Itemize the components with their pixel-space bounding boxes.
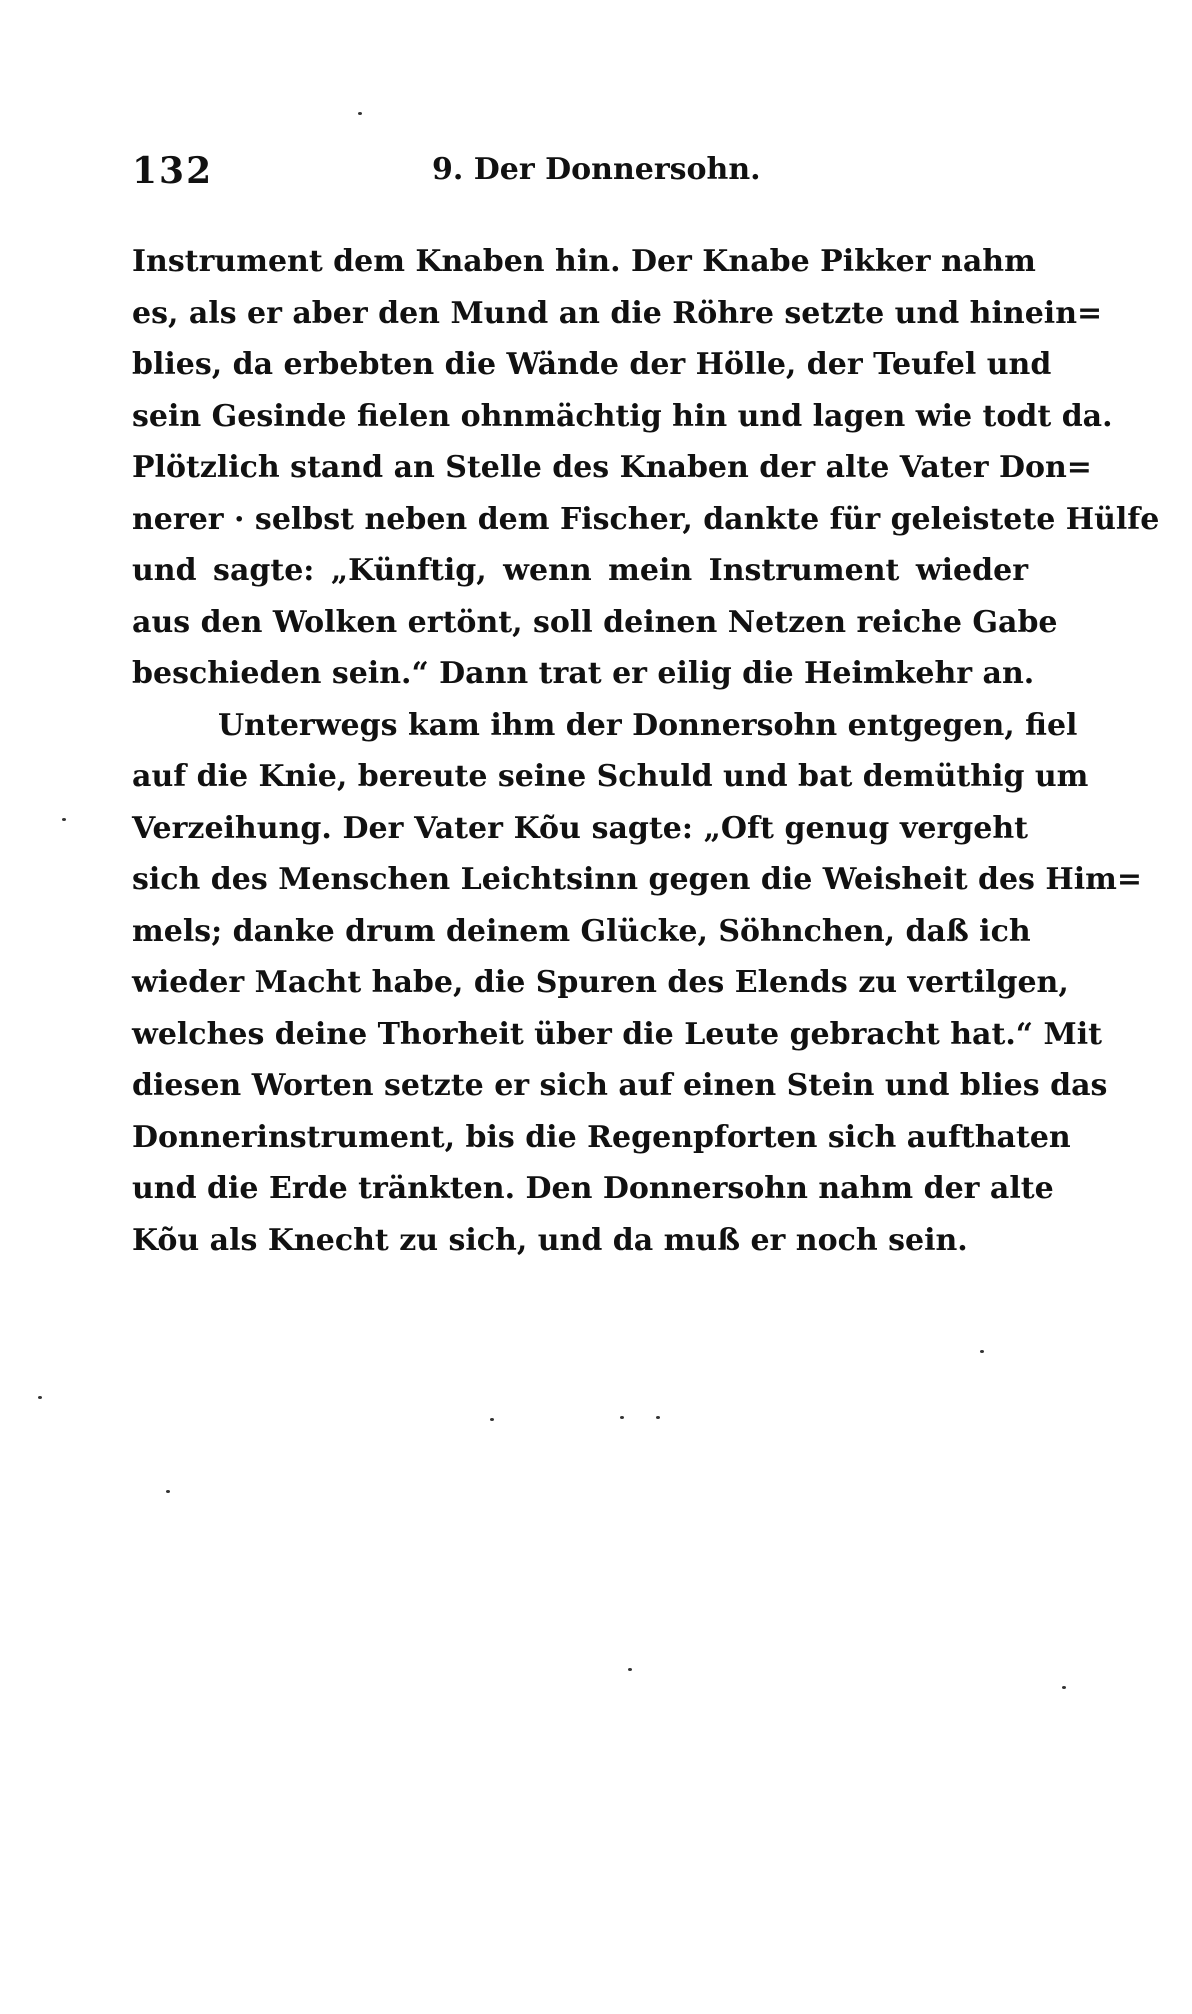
scan-speck: [490, 1418, 494, 1421]
text-line: diesen Worten setzte er sich auf einen Stein und blies das: [132, 1068, 1108, 1103]
text-line: Verzeihung. Der Vater Kõu sagte: „Oft genug vergeht: [132, 810, 1028, 846]
text-line: welches deine Thorheit über die Leute gebracht hat.“ Mit: [132, 1016, 1102, 1052]
paragraph-1: [132, 236, 1160, 700]
text-line: sein Gesinde fielen ohnmächtig hin und lagen wie todt da.: [132, 398, 1113, 434]
scan-speck: [628, 1668, 632, 1671]
scan-speck: [980, 1350, 984, 1353]
text-line: Instrument dem Knaben hin. Der Knabe Pikker nahm: [132, 244, 1036, 279]
page-number: 132: [132, 150, 214, 192]
scan-speck: [62, 818, 66, 821]
text-line: beschieden sein.“ Dann trat er eilig die Heimkehr an.: [132, 656, 1035, 691]
text-line: blies, da erbebten die Wände der Hölle, der Teufel und: [132, 347, 1052, 382]
text-line: es, als er aber den Mund an die Röhre setzte und hinein=: [132, 295, 1103, 331]
body-text: [132, 236, 1160, 1266]
text-line: aus den Wolken ertönt, soll deinen Netzen reiche Gabe: [132, 604, 1058, 640]
text-line: Unterwegs kam ihm der Donnersohn entgegen, fiel: [218, 707, 1078, 743]
text-line: Kõu als Knecht zu sich, und da muß er noch sein.: [132, 1222, 968, 1258]
text-line: auf die Knie, bereute seine Schuld und bat demüthig um: [132, 759, 1089, 794]
scan-speck: [1062, 1686, 1066, 1689]
text-line: und die Erde tränkten. Den Donnersohn nahm der alte: [132, 1171, 1054, 1206]
text-line: Donnerinstrument, bis die Regenpforten sich aufthaten: [132, 1119, 1071, 1155]
scan-speck: [620, 1416, 624, 1419]
text-line: sich des Menschen Leichtsinn gegen die Weisheit des Him=: [132, 862, 1143, 897]
scan-speck: [656, 1416, 660, 1419]
page-header: [132, 150, 1028, 196]
text-line: und sagte: „Künftig, wenn mein Instrument wieder: [132, 553, 1028, 588]
text-line: wieder Macht habe, die Spuren des Elends zu vertilgen,: [132, 965, 1069, 1000]
text-line: Plötzlich stand an Stelle des Knaben der alte Vater Don=: [132, 450, 1092, 485]
running-title: 9. Der Donnersohn.: [432, 152, 761, 187]
scan-speck: [38, 1396, 42, 1399]
paragraph-2: [132, 700, 1143, 1267]
scan-speck: [358, 112, 362, 115]
scan-speck: [166, 1490, 170, 1493]
text-line: nerer · selbst neben dem Fischer, dankte für geleistete Hülfe: [132, 501, 1160, 537]
text-line: mels; danke drum deinem Glücke, Söhnchen, daß ich: [132, 913, 1031, 949]
